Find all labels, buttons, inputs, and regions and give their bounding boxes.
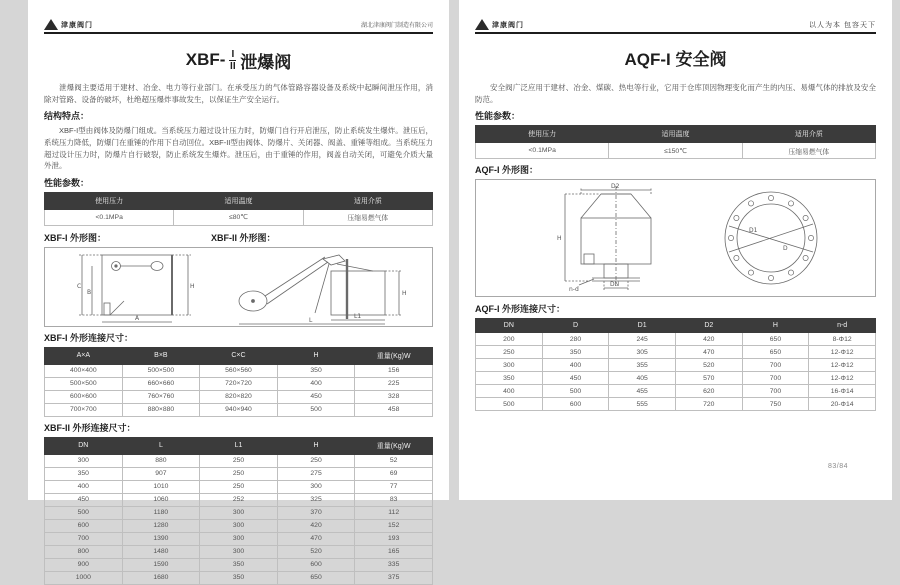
table-cell: 300 (277, 480, 355, 493)
table-cell: 500 (476, 398, 543, 411)
table-cell: 165 (355, 545, 433, 558)
column-header: 适用温度 (174, 192, 303, 209)
table-cell: 500 (542, 385, 609, 398)
drawing-label: AQF-I 外形图： (475, 165, 538, 176)
table-row (45, 209, 433, 225)
table-cell: 555 (609, 398, 676, 411)
table-cell: 500×500 (45, 377, 123, 390)
table-cell: 1590 (122, 558, 200, 571)
table-cell: 820×820 (200, 390, 278, 403)
column-header: 重量(Kg)W (355, 437, 433, 454)
dim-label-dn: DN (609, 281, 619, 289)
table-cell: 350 (200, 558, 278, 571)
header-rule (44, 32, 433, 34)
page-header (475, 10, 876, 30)
column-header: 适用温度 (609, 126, 742, 143)
table-cell: 225 (355, 377, 433, 390)
table-cell: 8-Φ12 (809, 333, 876, 346)
table-cell: 400 (476, 385, 543, 398)
column-header: DN (476, 319, 543, 333)
page-title: AQF-I 安全阀 (624, 50, 727, 69)
table-row (45, 467, 433, 480)
table-cell: 455 (609, 385, 676, 398)
table-cell: 600 (277, 558, 355, 571)
table1-heading: XBF-I 外形连接尺寸： (44, 332, 133, 343)
table-cell: 275 (277, 467, 355, 480)
table-row (45, 480, 433, 493)
table-cell: 720 (675, 398, 742, 411)
table-cell: 245 (609, 333, 676, 346)
table-cell: 1010 (122, 480, 200, 493)
dim-label-l1: L1 (354, 312, 362, 320)
table-cell: 12-Φ12 (809, 359, 876, 372)
column-header: D2 (675, 319, 742, 333)
mountain-logo-icon (475, 19, 489, 30)
xbf2-outline-drawing (227, 249, 427, 325)
table-cell: 700 (742, 385, 809, 398)
logo-text: 津康阀门 (61, 22, 93, 30)
table-cell: 940×940 (200, 403, 278, 416)
table-cell: 500 (277, 403, 355, 416)
table-row (476, 333, 876, 346)
xbf1-outline-drawing (50, 249, 218, 325)
table-cell: 470 (675, 346, 742, 359)
table-cell: 650 (742, 346, 809, 359)
table-cell: 600 (542, 398, 609, 411)
table-cell: 620 (675, 385, 742, 398)
column-header: n-d (809, 319, 876, 333)
table-cell: 450 (45, 493, 123, 506)
dim-label-h2: H (402, 289, 407, 297)
table-cell: 300 (200, 532, 278, 545)
table-cell: 650 (277, 571, 355, 584)
table-cell: 250 (200, 467, 278, 480)
table-cell: 420 (277, 519, 355, 532)
table-row (476, 346, 876, 359)
table-row (45, 571, 433, 584)
table-cell: 600×600 (45, 390, 123, 403)
table-cell: 16-Φ14 (809, 385, 876, 398)
table-cell: 560×560 (200, 364, 278, 377)
table-cell: 650 (742, 333, 809, 346)
table-cell: 700 (742, 372, 809, 385)
table-cell: 250 (476, 346, 543, 359)
title-prefix: XBF- (185, 50, 226, 69)
table-row (45, 454, 433, 467)
catalog-page-right (459, 0, 892, 500)
mountain-logo-icon (44, 19, 58, 30)
column-header: 适用介质 (742, 126, 875, 143)
table-cell: 325 (277, 493, 355, 506)
table-cell: 450 (542, 372, 609, 385)
table-cell: 280 (542, 333, 609, 346)
table-cell: 370 (277, 506, 355, 519)
table-row (45, 390, 433, 403)
dim-label-d2: D2 (610, 183, 619, 191)
table-cell: 328 (355, 390, 433, 403)
table-cell: 700×700 (45, 403, 123, 416)
table-cell: 400 (542, 359, 609, 372)
table-cell: 400 (277, 377, 355, 390)
xbf2-dimension-table (44, 437, 433, 585)
table-cell: 20-Φ14 (809, 398, 876, 411)
table-cell: 660×660 (122, 377, 200, 390)
table-cell: 250 (200, 480, 278, 493)
table-cell: 350 (277, 364, 355, 377)
structure-paragraph: XBF-I型由阀体及防爆门组成。当系统压力超过设计压力时，防爆门自行开启泄压，防止系统发生爆炸。泄压后，系统压力降低，防爆门在重锤的作用下自动回位。XBF-II型由阀体、防爆片、关闭器、阀盖、重锤等组成。当系统压力超过设计压力时，防爆片自行破裂，防止系统发生爆炸。泄压后，由于重锤的作用，阀盖自动关闭，可避免介质大量外泄。 (44, 126, 433, 171)
table-cell: 470 (277, 532, 355, 545)
table-cell: 458 (355, 403, 433, 416)
drawing2-label: XBF-II 外形图： (211, 232, 276, 243)
table-cell: 1000 (45, 571, 123, 584)
company-logo (475, 19, 524, 30)
table-cell: 400 (45, 480, 123, 493)
table-row (476, 398, 876, 411)
table-cell: 1480 (122, 545, 200, 558)
title-fraction (229, 49, 236, 72)
table-cell: 250 (200, 454, 278, 467)
table-cell: 83 (355, 493, 433, 506)
table-heading: AQF-I 外形连接尺寸： (475, 304, 565, 315)
dim-label-l: L (309, 316, 313, 324)
title-fraction-bottom: II (230, 60, 236, 72)
column-header: DN (45, 437, 123, 454)
table-row (45, 558, 433, 571)
table-row (476, 385, 876, 398)
table-cell: 335 (355, 558, 433, 571)
dim-label-h: H (189, 282, 195, 290)
table-row (45, 403, 433, 416)
table-cell: ≤150℃ (609, 143, 742, 159)
table-cell: 12-Φ12 (809, 346, 876, 359)
page-title (44, 46, 433, 74)
table-row (476, 372, 876, 385)
table-cell: 193 (355, 532, 433, 545)
table-cell: <0.1MPa (476, 143, 609, 159)
column-header: 重量(Kg)W (355, 347, 433, 364)
table-cell: 600 (45, 519, 123, 532)
column-header: 适用介质 (303, 192, 432, 209)
dim-label-c: C (76, 282, 81, 290)
column-header: L (122, 437, 200, 454)
column-header: H (277, 437, 355, 454)
table-cell: 250 (277, 454, 355, 467)
table-cell: 350 (476, 372, 543, 385)
table-cell: 69 (355, 467, 433, 480)
table-cell: 420 (675, 333, 742, 346)
table-cell: 800 (45, 545, 123, 558)
title-suffix: 泄爆阀 (240, 52, 292, 72)
column-header: B×B (122, 347, 200, 364)
table2-heading: XBF-II 外形连接尺寸： (44, 422, 136, 433)
aqf-outline-drawing (481, 182, 871, 294)
table-row (45, 519, 433, 532)
table-cell: 400×400 (45, 364, 123, 377)
table-cell: 350 (200, 571, 278, 584)
table-cell: <0.1MPa (45, 209, 174, 225)
column-header: H (277, 347, 355, 364)
table-cell: 300 (45, 454, 123, 467)
table-cell: 500 (45, 506, 123, 519)
xbf1-dimension-table (44, 347, 433, 417)
catalog-page-left (28, 0, 449, 582)
intro-paragraph: 泄爆阀主要适用于建材、冶金、电力等行业部门。在承受压力的气体管路容器设备及系统中起瞬间泄压作用，消除对管路、设备的破坏，杜绝超压爆炸事故发生，以保证生产安全运行。 (44, 83, 433, 104)
params-heading: 性能参数： (475, 111, 521, 122)
table-cell: 1280 (122, 519, 200, 532)
intro-paragraph: 安全阀广泛应用于建材、冶金、煤碳、热电等行业，它用于仓库顶因物理变化而产生的内压、易爆气体的排放及安全防范。 (475, 83, 876, 104)
page-header (44, 10, 433, 30)
table-cell: 520 (675, 359, 742, 372)
table-cell: 1180 (122, 506, 200, 519)
dim-label-a: A (134, 314, 139, 322)
table-row (45, 364, 433, 377)
company-slogan: 以人为本 包容天下 (809, 21, 876, 29)
table-cell: 760×760 (122, 390, 200, 403)
header-rule (475, 32, 876, 34)
table-row (476, 359, 876, 372)
table-cell: 500×500 (122, 364, 200, 377)
table-cell: 压缩易燃气体 (303, 209, 432, 225)
table-cell: 152 (355, 519, 433, 532)
column-header: L1 (200, 437, 278, 454)
table-cell: 880×880 (122, 403, 200, 416)
table-cell: 112 (355, 506, 433, 519)
table-cell: 300 (476, 359, 543, 372)
title-fraction-top: I (231, 48, 235, 60)
table-cell: 350 (542, 346, 609, 359)
table-cell: 77 (355, 480, 433, 493)
aqf-dimension-table (475, 318, 876, 411)
table-cell: 压缩易燃气体 (742, 143, 875, 159)
table-cell: 156 (355, 364, 433, 377)
table-cell: 880 (122, 454, 200, 467)
logo-text: 津康阀门 (492, 22, 524, 30)
table-row (45, 545, 433, 558)
table-cell: 1390 (122, 532, 200, 545)
table-row (45, 532, 433, 545)
dim-label-nd: n-d (568, 286, 579, 294)
table-cell: 300 (200, 545, 278, 558)
table-cell: 375 (355, 571, 433, 584)
table-cell: ≤80℃ (174, 209, 303, 225)
dim-label-b: B (86, 288, 91, 296)
table-cell: 252 (200, 493, 278, 506)
table-cell: 12-Φ12 (809, 372, 876, 385)
params-table (44, 192, 433, 226)
company-logo (44, 19, 93, 30)
drawing1-label: XBF-I 外形图： (44, 232, 106, 243)
table-cell: 570 (675, 372, 742, 385)
outline-drawing-box (44, 247, 433, 327)
column-header: A×A (45, 347, 123, 364)
table-cell: 700 (742, 359, 809, 372)
table-row (45, 506, 433, 519)
table-cell: 200 (476, 333, 543, 346)
params-table (475, 125, 876, 159)
table-cell: 305 (609, 346, 676, 359)
company-name: 湖北津康阀门制造有限公司 (360, 22, 433, 29)
table-cell: 52 (355, 454, 433, 467)
table-cell: 750 (742, 398, 809, 411)
table-row (45, 377, 433, 390)
column-header: 使用压力 (476, 126, 609, 143)
table-cell: 720×720 (200, 377, 278, 390)
table-cell: 405 (609, 372, 676, 385)
column-header: 使用压力 (45, 192, 174, 209)
outline-drawing-box (475, 179, 876, 297)
dim-label-d: D (782, 245, 788, 253)
table-cell: 300 (200, 519, 278, 532)
column-header: C×C (200, 347, 278, 364)
column-header: D (542, 319, 609, 333)
column-header: H (742, 319, 809, 333)
dim-label-h: H (556, 235, 562, 243)
table-cell: 350 (45, 467, 123, 480)
table-cell: 520 (277, 545, 355, 558)
table-cell: 700 (45, 532, 123, 545)
dim-label-d1: D1 (748, 227, 757, 235)
table-cell: 1060 (122, 493, 200, 506)
table-cell: 355 (609, 359, 676, 372)
table-cell: 900 (45, 558, 123, 571)
structure-heading: 结构特点： (44, 111, 90, 122)
table-cell: 907 (122, 467, 200, 480)
column-header: D1 (609, 319, 676, 333)
table-cell: 450 (277, 390, 355, 403)
table-row (476, 143, 876, 159)
params-heading: 性能参数： (44, 177, 90, 188)
table-cell: 1680 (122, 571, 200, 584)
page-number: 83/84 (827, 463, 848, 470)
table-cell: 300 (200, 506, 278, 519)
